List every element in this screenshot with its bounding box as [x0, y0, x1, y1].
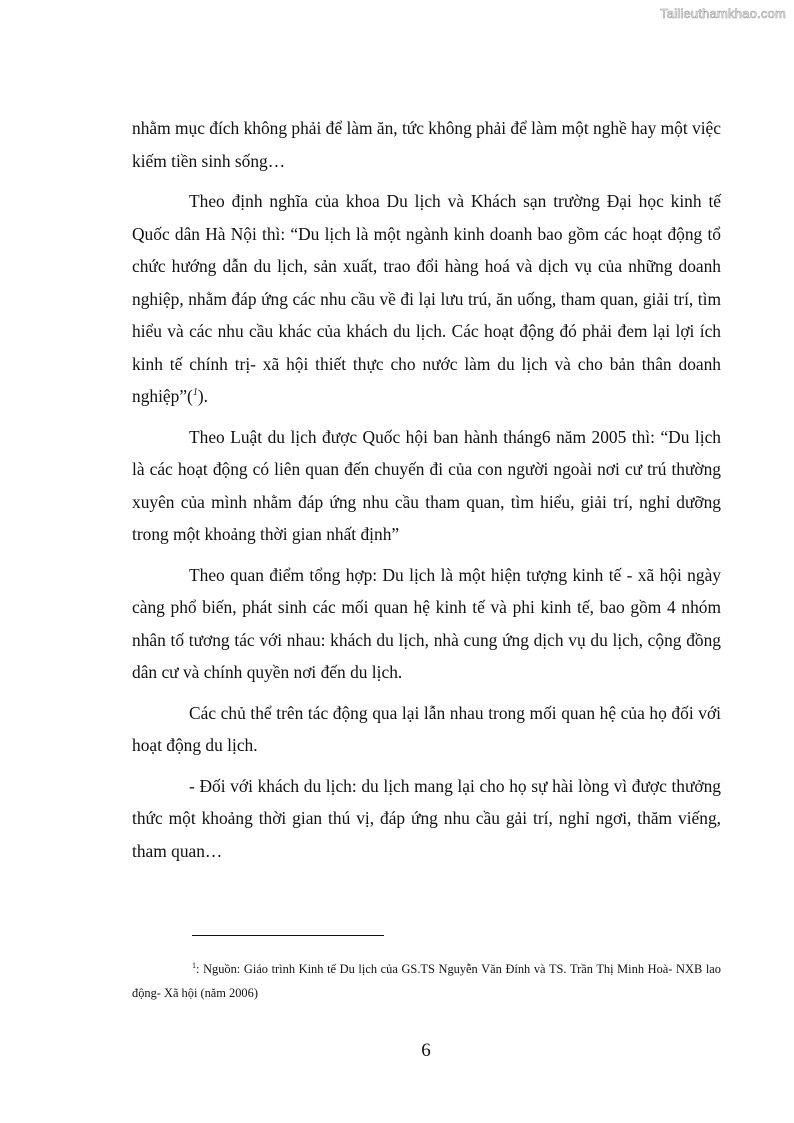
page-number: 6 — [421, 1040, 431, 1061]
footnote-separator — [192, 935, 384, 936]
footnote — [132, 957, 721, 1005]
paragraph-definition-neu — [132, 185, 721, 413]
body-text — [132, 112, 721, 875]
paragraph-continuation: nhằm mục đích không phải để làm ăn, tức không phải để làm một nghề hay một việc kiếm tiền sinh sống… — [132, 118, 721, 171]
paragraph-tourism-law: Theo Luật du lịch được Quốc hội ban hành tháng6 năm 2005 thì: “Du lịch là các hoạt động có liên quan đến chuyến đi của con người ngoài nơi cư trú thường xuyên của mình nhằm đáp ứng nhu cầu tham quan, tìm hiểu, giải trí, nghỉ dưỡng trong một khoảng thời gian nhất định” — [132, 426, 721, 544]
watermark: Tailieuthamkhao.com — [660, 6, 786, 21]
footnote-reference[interactable]: 1 — [192, 387, 198, 399]
paragraph-subjects: Các chủ thể trên tác động qua lại lẫn nhau trong mối quan hệ của họ đối với hoạt động du lịch. — [132, 702, 721, 755]
paragraph-definition-neu-text: Theo định nghĩa của khoa Du lịch và Khách sạn trường Đại học kinh tế Quốc dân Hà Nội thì: “Du lịch là một ngành kinh doanh bao gồm các hoạt động tổ chức hướng dẫn du lịch, sản xuất, trao đổi hàng hoá và dịch vụ của những doanh nghiệp, nhằm đáp ứng các nhu cầu về đi lại lưu trú, ăn uống, tham quan, giải trí, tìm hiểu và các nhu cầu khác của khách du lịch. Các hoạt động đó phải đem lại lợi ích kinh tế chính trị- xã hội thiết thực cho nước làm du lịch và cho bản thân doanh nghiệp”( — [132, 191, 721, 406]
footnote-reference-close: ). — [197, 386, 208, 406]
footnote-marker: 1 — [192, 960, 196, 970]
paragraph-synthesis-view: Theo quan điểm tổng hợp: Du lịch là một hiện tượng kinh tế - xã hội ngày càng phổ biến, phát sinh các mối quan hệ kinh tế và phi kinh tế, bao gồm 4 nhóm nhân tố tương tác với nhau: khách du lịch, nhà cung ứng dịch vụ du lịch, cộng đồng dân cư và chính quyền nơi đến du lịch. — [132, 564, 721, 682]
paragraph-tourists: - Đối với khách du lịch: du lịch mang lại cho họ sự hài lòng vì được thưởng thức một khoảng thời gian thú vị, đáp ứng nhu cầu gải trí, nghỉ ngơi, thăm viếng, tham quan… — [132, 775, 721, 861]
footnote-text: : Nguồn: Giáo trình Kinh tế Du lịch của GS.TS Nguyễn Văn Đính và TS. Trần Thị Minh Hoà- NXB lao động- Xã hội (năm 2006) — [132, 962, 721, 1000]
